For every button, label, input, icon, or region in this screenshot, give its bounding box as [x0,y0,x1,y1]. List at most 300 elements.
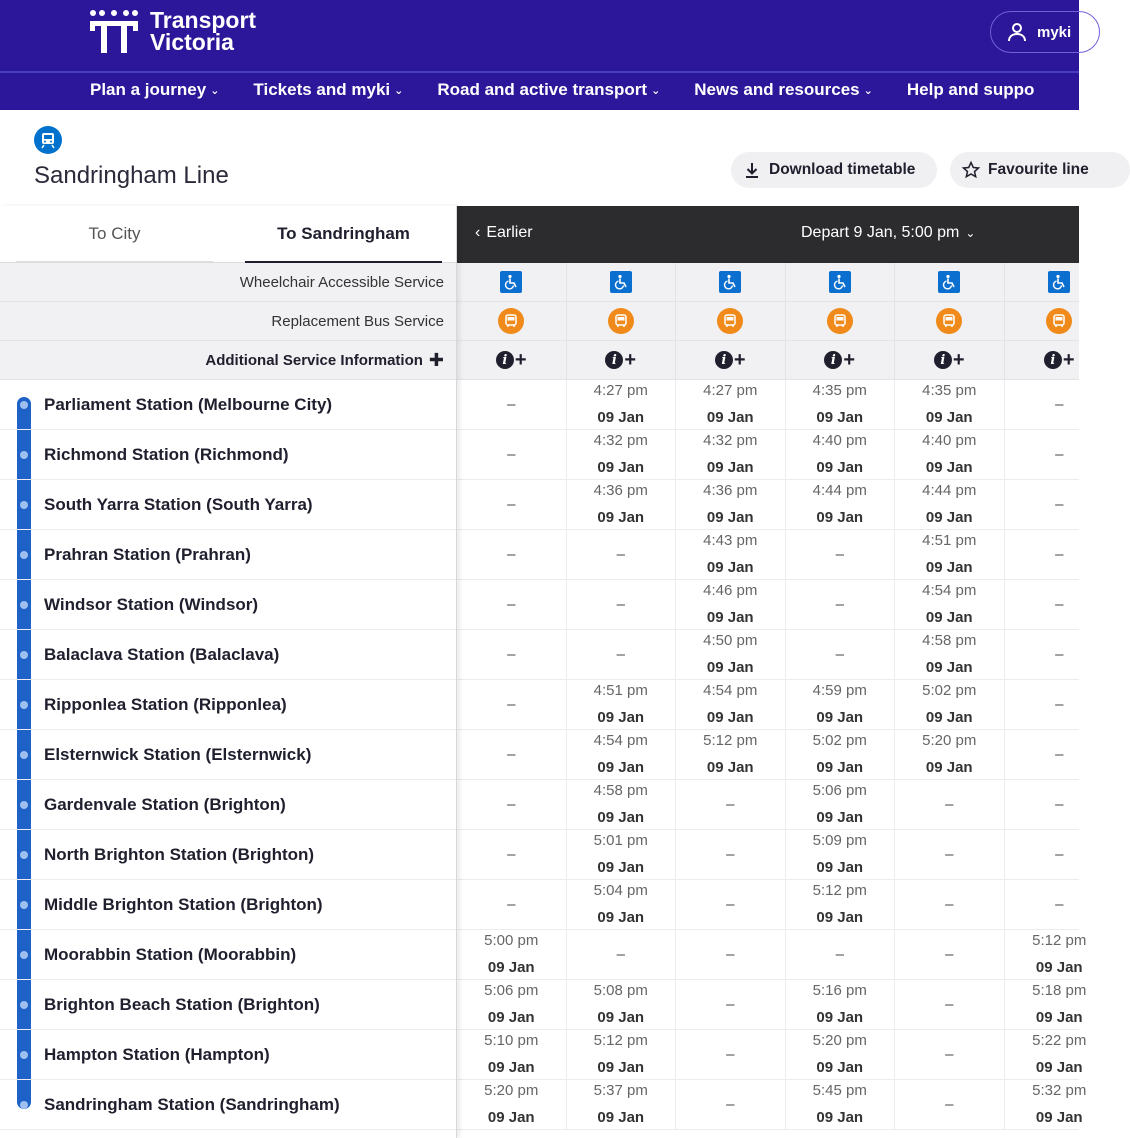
replacement-bus-icon [717,308,743,334]
no-service-dash: – [835,596,844,613]
nav-label: Help and suppo [906,80,1035,99]
departure-date: 09 Jan [706,608,754,626]
departure-date: 09 Jan [1035,1008,1083,1026]
chevron-down-icon: ⌄ [965,226,976,240]
station-row[interactable] [0,430,456,480]
stop-dot [20,601,28,609]
departure-cell [567,430,677,479]
nav-label: Tickets and myki [253,80,391,99]
info-cell[interactable] [567,341,677,379]
no-service-cell [1005,680,1115,729]
departure-time: 5:00 pm [484,931,539,949]
no-service-cell [1005,730,1115,779]
departure-cell [676,730,786,779]
departure-time: 5:08 pm [593,981,648,999]
no-service-dash: – [507,396,516,413]
tab-to-sandringham[interactable]: To Sandringham [245,206,442,263]
departure-cell [895,530,1005,579]
station-row[interactable] [0,730,456,780]
brand-line1: Transport [150,7,257,33]
no-service-dash: – [507,446,516,463]
departure-cell [457,930,567,979]
train-icon [34,126,62,154]
timetable-row [457,580,1079,630]
station-name: Parliament Station (Melbourne City) [44,394,333,414]
no-service-cell [676,880,786,929]
station-name: Balaclava Station (Balaclava) [44,644,280,664]
myki-label: myki [1037,23,1072,41]
no-service-dash: – [726,996,735,1013]
departure-time: 4:58 pm [922,631,977,649]
departure-date: 09 Jan [487,1008,535,1026]
departure-date: 09 Jan [816,1108,864,1126]
depart-time-selector[interactable] [801,224,975,242]
no-service-dash: – [1055,396,1064,413]
departure-date: 09 Jan [925,658,973,676]
departure-time: 4:40 pm [922,431,977,449]
info-cell[interactable] [895,341,1005,379]
departure-time: 4:59 pm [812,681,867,699]
departure-cell [567,480,677,529]
info-cell[interactable] [786,341,896,379]
departure-date: 09 Jan [816,1008,864,1026]
stop-dot [20,901,28,909]
additional-info-toggle[interactable] [0,341,456,380]
no-service-cell [786,930,896,979]
departure-cell [895,730,1005,779]
timetable-row [457,480,1079,530]
departure-date: 09 Jan [925,508,973,526]
earlier-label: Earlier [486,224,533,241]
departure-time: 5:20 pm [484,1081,539,1099]
timetable-row [457,680,1079,730]
departure-cell [457,980,567,1029]
departure-cell [676,530,786,579]
departure-date: 09 Jan [1035,1058,1083,1076]
station-name: Gardenvale Station (Brighton) [44,794,286,814]
departure-time: 5:09 pm [812,831,867,849]
no-service-dash: – [835,646,844,663]
departure-date: 09 Jan [816,908,864,926]
nav-tickets-myki[interactable] [253,80,403,100]
replacement-bus-icon [608,308,634,334]
departure-cell [676,380,786,429]
station-row[interactable] [0,530,456,580]
departure-time: 4:35 pm [812,381,867,399]
no-service-dash: – [945,796,954,813]
no-service-dash: – [726,896,735,913]
site-header [0,0,1079,110]
departure-time: 4:54 pm [593,731,648,749]
departure-date: 09 Jan [816,808,864,826]
nav-help-support[interactable] [907,80,1035,100]
no-service-cell [1005,780,1115,829]
departure-date: 09 Jan [597,458,645,476]
replacement-label: Replacement Bus Service [271,312,444,330]
replacement-bus-icon [936,308,962,334]
timetable-row [457,780,1079,830]
departure-date: 09 Jan [816,758,864,776]
departure-time: 4:36 pm [703,481,758,499]
myki-account-button[interactable] [990,11,1100,53]
departure-date: 09 Jan [706,708,754,726]
departure-time: 4:44 pm [812,481,867,499]
departure-cell [567,680,677,729]
station-name: North Brighton Station (Brighton) [44,844,315,864]
no-service-dash: – [507,546,516,563]
stop-dot [20,751,28,759]
info-plus-icon: i + [496,351,527,369]
no-service-cell [895,930,1005,979]
no-service-dash: – [945,896,954,913]
departure-date: 09 Jan [597,1108,645,1126]
departure-cell [895,580,1005,629]
departure-cell [895,480,1005,529]
no-service-dash: – [726,1096,735,1113]
bus-cell [567,302,677,340]
timetable-panel [457,206,1087,1138]
timetable-nav [457,206,1079,263]
nav-road-active[interactable] [437,80,660,100]
info-plus-icon: i + [1044,351,1075,369]
bus-cell [895,302,1005,340]
departure-cell [895,380,1005,429]
departure-date: 09 Jan [925,608,973,626]
no-service-cell [567,530,677,579]
info-plus-icon: i + [934,351,965,369]
no-service-dash: – [1055,496,1064,513]
no-service-cell [1005,880,1115,929]
departure-time: 4:50 pm [703,631,758,649]
departure-time: 5:12 pm [593,1031,648,1049]
chevron-down-icon: ⌄ [651,84,661,97]
no-service-cell [457,880,567,929]
no-service-cell [457,380,567,429]
station-row[interactable] [0,630,456,680]
no-service-cell [567,630,677,679]
wheelchair-icon [938,271,960,293]
departure-date: 09 Jan [816,1058,864,1076]
wheelchair-row-label [0,263,456,302]
no-service-cell [895,980,1005,1029]
replacement-row-label [0,302,456,341]
departure-cell [676,630,786,679]
departure-date: 09 Jan [597,1008,645,1026]
timetable-row [457,730,1079,780]
no-service-cell [676,1030,786,1079]
wheelchair-cell [676,263,786,301]
station-row[interactable] [0,380,456,430]
no-service-dash: – [835,946,844,963]
no-service-dash: – [1055,696,1064,713]
departure-time: 5:02 pm [812,731,867,749]
departure-date: 09 Jan [925,708,973,726]
no-service-cell [457,480,567,529]
no-service-cell [895,780,1005,829]
departure-time: 5:12 pm [703,731,758,749]
no-service-cell [676,980,786,1029]
station-list [0,380,456,1130]
departure-time: 5:45 pm [812,1081,867,1099]
user-icon [1007,22,1027,42]
chevron-left-icon: ‹ [475,224,481,241]
no-service-dash: – [1055,796,1064,813]
stop-dot [20,1051,28,1059]
nav-plan-journey[interactable] [90,80,219,100]
no-service-cell [567,930,677,979]
departure-cell [1005,1030,1115,1079]
no-service-cell [457,780,567,829]
no-service-dash: – [507,696,516,713]
departure-cell [567,780,677,829]
departure-cell [457,1080,567,1129]
departure-time: 4:32 pm [703,431,758,449]
no-service-dash: – [616,596,625,613]
departure-time: 5:02 pm [922,681,977,699]
download-label: Download timetable [769,161,916,178]
bus-cell [786,302,896,340]
departure-cell [676,580,786,629]
info-plus-icon: i + [715,351,746,369]
no-service-dash: – [945,1046,954,1063]
departure-time: 5:37 pm [593,1081,648,1099]
wheelchair-icon [610,271,632,293]
no-service-dash: – [1055,846,1064,863]
departure-date: 09 Jan [597,908,645,926]
stop-dot [20,701,28,709]
star-icon [962,161,980,179]
info-cell[interactable] [676,341,786,379]
departure-date: 09 Jan [597,858,645,876]
station-name: South Yarra Station (South Yarra) [44,494,313,514]
departure-date: 09 Jan [1035,1108,1083,1126]
departure-date: 09 Jan [706,658,754,676]
no-service-cell [895,880,1005,929]
wheelchair-icon [500,271,522,293]
station-row[interactable] [0,480,456,530]
favourite-line-button[interactable] [950,152,1130,188]
departure-cell [676,480,786,529]
wheelchair-cell [457,263,567,301]
departure-date: 09 Jan [816,458,864,476]
departure-date: 09 Jan [816,708,864,726]
no-service-cell [895,1030,1005,1079]
station-row[interactable] [0,580,456,630]
station-row[interactable] [0,1080,456,1130]
departure-date: 09 Jan [816,858,864,876]
departure-time: 5:20 pm [922,731,977,749]
departure-date: 09 Jan [597,408,645,426]
times-grid [457,380,1087,1130]
plus-icon: ✚ [428,349,444,370]
departure-cell [567,1080,677,1129]
no-service-cell [457,730,567,779]
no-service-dash: – [726,946,735,963]
no-service-cell [457,830,567,879]
no-service-dash: – [507,846,516,863]
departure-cell [567,880,677,929]
station-row[interactable] [0,1030,456,1080]
departure-time: 5:32 pm [1032,1081,1087,1099]
departure-cell [895,430,1005,479]
departure-time: 5:12 pm [812,881,867,899]
departure-time: 5:10 pm [484,1031,539,1049]
info-cell[interactable] [1005,341,1115,379]
departure-time: 4:46 pm [703,581,758,599]
no-service-dash: – [507,796,516,813]
departure-time: 4:51 pm [922,531,977,549]
station-name: Hampton Station (Hampton) [44,1044,270,1064]
departure-date: 09 Jan [706,458,754,476]
no-service-cell [1005,480,1115,529]
wheelchair-label: Wheelchair Accessible Service [239,273,444,291]
bus-cell [1005,302,1115,340]
station-name: Brighton Beach Station (Brighton) [44,994,320,1014]
info-cell[interactable] [457,341,567,379]
departure-date: 09 Jan [925,408,973,426]
departure-date: 09 Jan [597,1058,645,1076]
departure-date: 09 Jan [925,458,973,476]
no-service-dash: – [1055,446,1064,463]
no-service-cell [786,630,896,679]
no-service-cell [895,1080,1005,1129]
no-service-cell [676,830,786,879]
no-service-dash: – [726,846,735,863]
stop-dot [20,401,28,409]
chevron-down-icon: ⌄ [863,84,873,97]
departure-cell [895,630,1005,679]
replacement-bus-icon [827,308,853,334]
wheelchair-icon [829,271,851,293]
no-service-dash: – [1055,746,1064,763]
replacement-bus-row [457,302,1079,341]
departure-date: 09 Jan [487,958,535,976]
departure-time: 5:04 pm [593,881,648,899]
nav-label: Road and active transport [437,80,648,99]
timetable-row [457,980,1087,1030]
departure-time: 4:35 pm [922,381,977,399]
stop-dot [20,501,28,509]
departure-time: 4:51 pm [593,681,648,699]
no-service-dash: – [507,596,516,613]
departure-cell [786,430,896,479]
departure-date: 09 Jan [487,1108,535,1126]
no-service-dash: – [507,746,516,763]
departure-cell [1005,1080,1115,1129]
no-service-dash: – [726,1046,735,1063]
no-service-cell [1005,430,1115,479]
station-name: Moorabbin Station (Moorabbin) [44,944,297,964]
transport-victoria-logo[interactable] [88,8,256,54]
no-service-cell [457,680,567,729]
wheelchair-row [457,263,1079,302]
stop-dot [20,651,28,659]
station-name: Middle Brighton Station (Brighton) [44,894,323,914]
tab-to-city[interactable]: To City [16,206,213,263]
departure-date: 09 Jan [706,408,754,426]
departure-cell [567,380,677,429]
no-service-dash: – [945,996,954,1013]
departure-time: 5:22 pm [1032,1031,1087,1049]
page-title: Sandringham Line [34,162,229,189]
nav-label: Plan a journey [90,80,207,99]
no-service-cell [457,580,567,629]
departure-time: 4:27 pm [703,381,758,399]
no-service-cell [1005,630,1115,679]
no-service-cell [676,780,786,829]
no-service-cell [786,580,896,629]
brand-line2: Victoria [150,29,234,55]
departure-date: 09 Jan [706,558,754,576]
departure-time: 4:36 pm [593,481,648,499]
departure-date: 09 Jan [487,1058,535,1076]
station-row[interactable] [0,830,456,880]
station-row[interactable] [0,930,456,980]
timetable-row [457,830,1079,880]
stop-dot [20,1001,28,1009]
departure-cell [786,830,896,879]
departure-date: 09 Jan [925,758,973,776]
replacement-bus-icon [498,308,524,334]
no-service-cell [895,830,1005,879]
no-service-cell [786,530,896,579]
no-service-dash: – [1055,546,1064,563]
departure-cell [567,980,677,1029]
stop-dot [20,951,28,959]
additional-info-row [457,341,1079,380]
departure-time: 5:12 pm [1032,931,1087,949]
departure-cell [676,430,786,479]
chevron-down-icon: ⌄ [394,84,404,97]
wheelchair-cell [786,263,896,301]
stop-dot [20,801,28,809]
wheelchair-cell [567,263,677,301]
no-service-dash: – [507,896,516,913]
departure-cell [786,780,896,829]
station-row[interactable] [0,980,456,1030]
replacement-bus-icon [1046,308,1072,334]
no-service-cell [567,580,677,629]
station-row[interactable] [0,680,456,730]
departure-time: 5:06 pm [484,981,539,999]
wheelchair-icon [1048,271,1070,293]
departure-cell [786,480,896,529]
departure-cell [786,1080,896,1129]
no-service-cell [1005,830,1115,879]
no-service-cell [457,430,567,479]
station-row[interactable] [0,880,456,930]
departure-date: 09 Jan [1035,958,1083,976]
timetable-row [457,880,1079,930]
stop-dot [20,551,28,559]
no-service-dash: – [945,946,954,963]
station-row[interactable] [0,780,456,830]
info-plus-icon: i + [824,351,855,369]
earlier-button[interactable] [475,224,533,242]
chevron-down-icon: ⌄ [210,84,220,97]
timetable-row [457,380,1079,430]
departure-date: 09 Jan [706,508,754,526]
nav-news-resources[interactable] [694,80,873,100]
departure-date: 09 Jan [597,758,645,776]
no-service-dash: – [616,546,625,563]
download-timetable-button[interactable] [731,152,937,188]
no-service-dash: – [1055,646,1064,663]
favourite-label: Favourite line [988,161,1089,178]
timetable-row [457,1080,1087,1130]
departure-cell [786,680,896,729]
departure-cell [786,980,896,1029]
